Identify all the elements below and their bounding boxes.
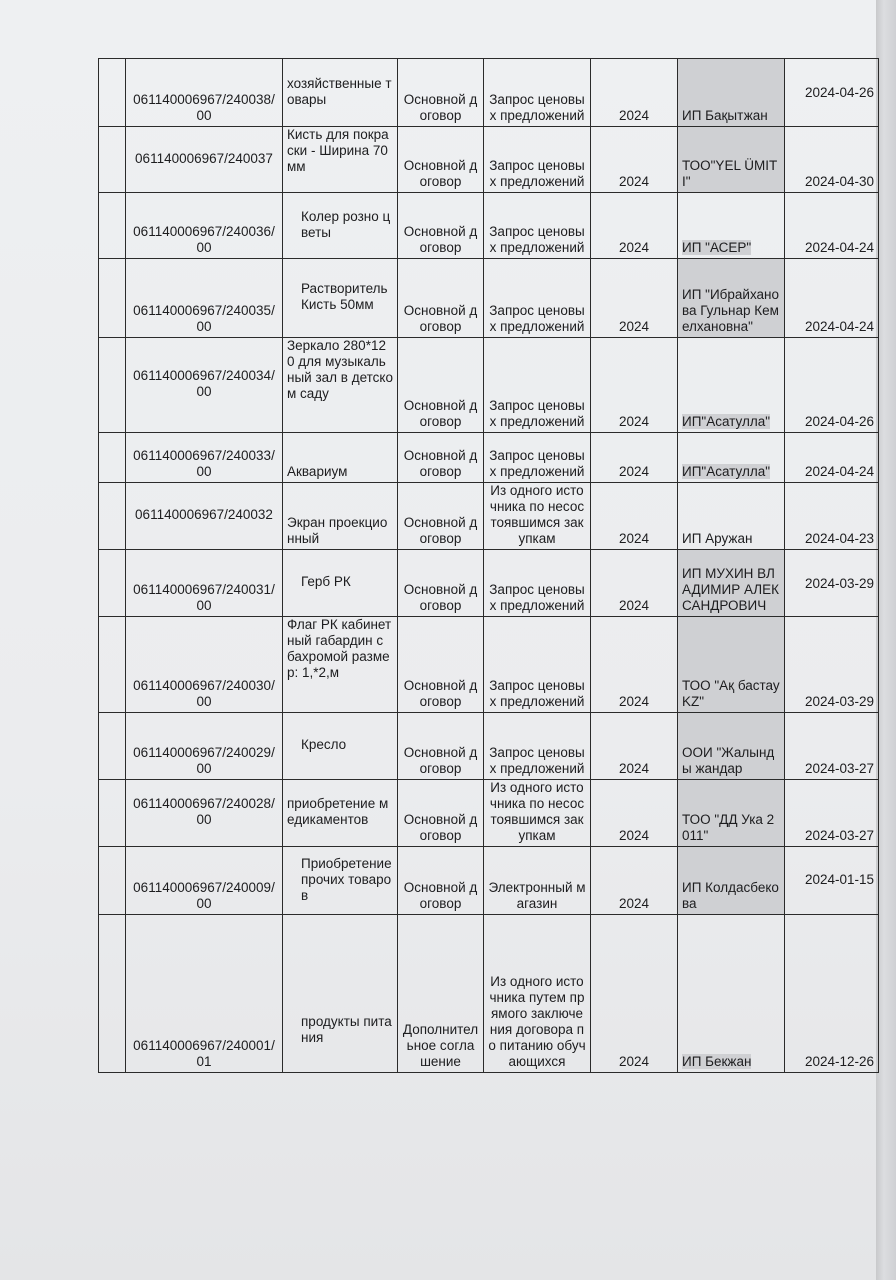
contract-type: Основной договор	[398, 780, 484, 847]
subject: Растворитель Кисть 50мм	[283, 259, 398, 338]
contract-number: 061140006967/240031/00	[126, 550, 283, 617]
contract-number: 061140006967/240001/01	[126, 915, 283, 1073]
date: 2024-01-15	[785, 847, 879, 915]
contract-type: Дополнительное соглашение	[398, 915, 484, 1073]
contract-number: 061140006967/240009/00	[126, 847, 283, 915]
page-edge	[876, 0, 896, 1280]
subject: Флаг РК кабинетный габардин с бахромой размер: 1,*2,м	[283, 617, 398, 713]
contract-type: Основной договор	[398, 259, 484, 338]
year: 2024	[591, 259, 678, 338]
subject: Герб РК	[283, 550, 398, 617]
supplier: ИП МУХИН ВЛАДИМИР АЛЕКСАНДРОВИЧ	[678, 550, 785, 617]
year: 2024	[591, 915, 678, 1073]
year: 2024	[591, 483, 678, 550]
contract-number: 061140006967/240035/00	[126, 259, 283, 338]
table-row	[99, 193, 879, 259]
contract-type: Основной договор	[398, 713, 484, 780]
table-row	[99, 433, 879, 483]
date: 2024-03-29	[785, 617, 879, 713]
table-row	[99, 713, 879, 780]
contract-number: 061140006967/240029/00	[126, 713, 283, 780]
contract-type: Основной договор	[398, 617, 484, 713]
table-row	[99, 338, 879, 433]
subject: Кисть для покраски - Ширина 70 мм	[283, 127, 398, 193]
procurement-method: Из одного источника по несостоявшимся закупкам	[484, 780, 591, 847]
subject: Кресло	[283, 713, 398, 780]
supplier	[678, 338, 785, 433]
contract-number: 061140006967/240030/00	[126, 617, 283, 713]
contract-type: Основной договор	[398, 193, 484, 259]
procurement-method: Запрос ценовых предложений	[484, 550, 591, 617]
subject: Экран проекционный	[283, 483, 398, 550]
subject: хозяйственные товары	[283, 59, 398, 127]
year: 2024	[591, 847, 678, 915]
date: 2024-04-24	[785, 259, 879, 338]
table-row	[99, 780, 879, 847]
supplier-text: ИП Бекжан	[682, 1054, 752, 1069]
year: 2024	[591, 713, 678, 780]
supplier: ИП Аружан	[678, 483, 785, 550]
procurement-method: Из одного источника по несостоявшимся закупкам	[484, 483, 591, 550]
subject: приобретение медикаментов	[283, 780, 398, 847]
procurement-method: Электронный магазин	[484, 847, 591, 915]
supplier	[678, 193, 785, 259]
table-row	[99, 127, 879, 193]
year: 2024	[591, 433, 678, 483]
procurement-method: Запрос ценовых предложений	[484, 617, 591, 713]
year: 2024	[591, 59, 678, 127]
table-row	[99, 847, 879, 915]
year: 2024	[591, 127, 678, 193]
supplier: ООИ "Жалынды жандар	[678, 713, 785, 780]
table-row	[99, 550, 879, 617]
table-row	[99, 617, 879, 713]
supplier: ТОО"YEL ÜMITI"	[678, 127, 785, 193]
year: 2024	[591, 338, 678, 433]
date: 2024-03-29	[785, 550, 879, 617]
contract-number: 061140006967/240038/00	[126, 59, 283, 127]
year: 2024	[591, 617, 678, 713]
supplier	[678, 915, 785, 1073]
procurement-method: Запрос ценовых предложений	[484, 193, 591, 259]
date: 2024-03-27	[785, 713, 879, 780]
contract-type: Основной договор	[398, 483, 484, 550]
supplier: ИП "Ибрайханова Гульнар Кемелхановна"	[678, 259, 785, 338]
year: 2024	[591, 193, 678, 259]
supplier: ИП Колдасбекова	[678, 847, 785, 915]
contract-type: Основной договор	[398, 338, 484, 433]
date: 2024-04-30	[785, 127, 879, 193]
contract-number: 061140006967/240028/00	[126, 780, 283, 847]
procurement-method: Из одного источника путем прямого заключения договора по питанию обучающихся	[484, 915, 591, 1073]
contract-type: Основной договор	[398, 59, 484, 127]
subject: Зеркало 280*120 для музыкальный зал в детском саду	[283, 338, 398, 433]
supplier: ТОО "ДД Ука 2011"	[678, 780, 785, 847]
contract-number: 061140006967/240037	[126, 127, 283, 193]
supplier-text: ИП "АСЕР"	[682, 240, 752, 255]
contract-number: 061140006967/240034/00	[126, 338, 283, 433]
procurement-method: Запрос ценовых предложений	[484, 713, 591, 780]
procurement-table	[98, 58, 879, 1073]
supplier	[678, 433, 785, 483]
date: 2024-12-26	[785, 915, 879, 1073]
contract-number: 061140006967/240036/00	[126, 193, 283, 259]
date: 2024-04-23	[785, 483, 879, 550]
procurement-method: Запрос ценовых предложений	[484, 338, 591, 433]
table-row	[99, 259, 879, 338]
date: 2024-03-27	[785, 780, 879, 847]
supplier-text: ИП"Асатулла"	[682, 414, 771, 429]
contract-type: Основной договор	[398, 127, 484, 193]
procurement-method: Запрос ценовых предложений	[484, 59, 591, 127]
table-row	[99, 915, 879, 1073]
contract-type: Основной договор	[398, 433, 484, 483]
subject: продукты питания	[283, 915, 398, 1073]
date: 2024-04-26	[785, 338, 879, 433]
date: 2024-04-26	[785, 59, 879, 127]
subject: Аквариум	[283, 433, 398, 483]
supplier: ИП Бақытжан	[678, 59, 785, 127]
year: 2024	[591, 780, 678, 847]
supplier: ТОО "Ақ бастау KZ"	[678, 617, 785, 713]
procurement-method: Запрос ценовых предложений	[484, 433, 591, 483]
procurement-method: Запрос ценовых предложений	[484, 259, 591, 338]
table-row	[99, 59, 879, 127]
contract-number: 061140006967/240032	[126, 483, 283, 550]
contract-type: Основной договор	[398, 550, 484, 617]
supplier-text: ИП"Асатулла"	[682, 464, 771, 479]
year: 2024	[591, 550, 678, 617]
contract-number: 061140006967/240033/00	[126, 433, 283, 483]
subject: Приобретение прочих товаров	[283, 847, 398, 915]
contract-type: Основной договор	[398, 847, 484, 915]
date: 2024-04-24	[785, 433, 879, 483]
date: 2024-04-24	[785, 193, 879, 259]
subject: Колер розно цветы	[283, 193, 398, 259]
procurement-method: Запрос ценовых предложений	[484, 127, 591, 193]
table-row	[99, 483, 879, 550]
